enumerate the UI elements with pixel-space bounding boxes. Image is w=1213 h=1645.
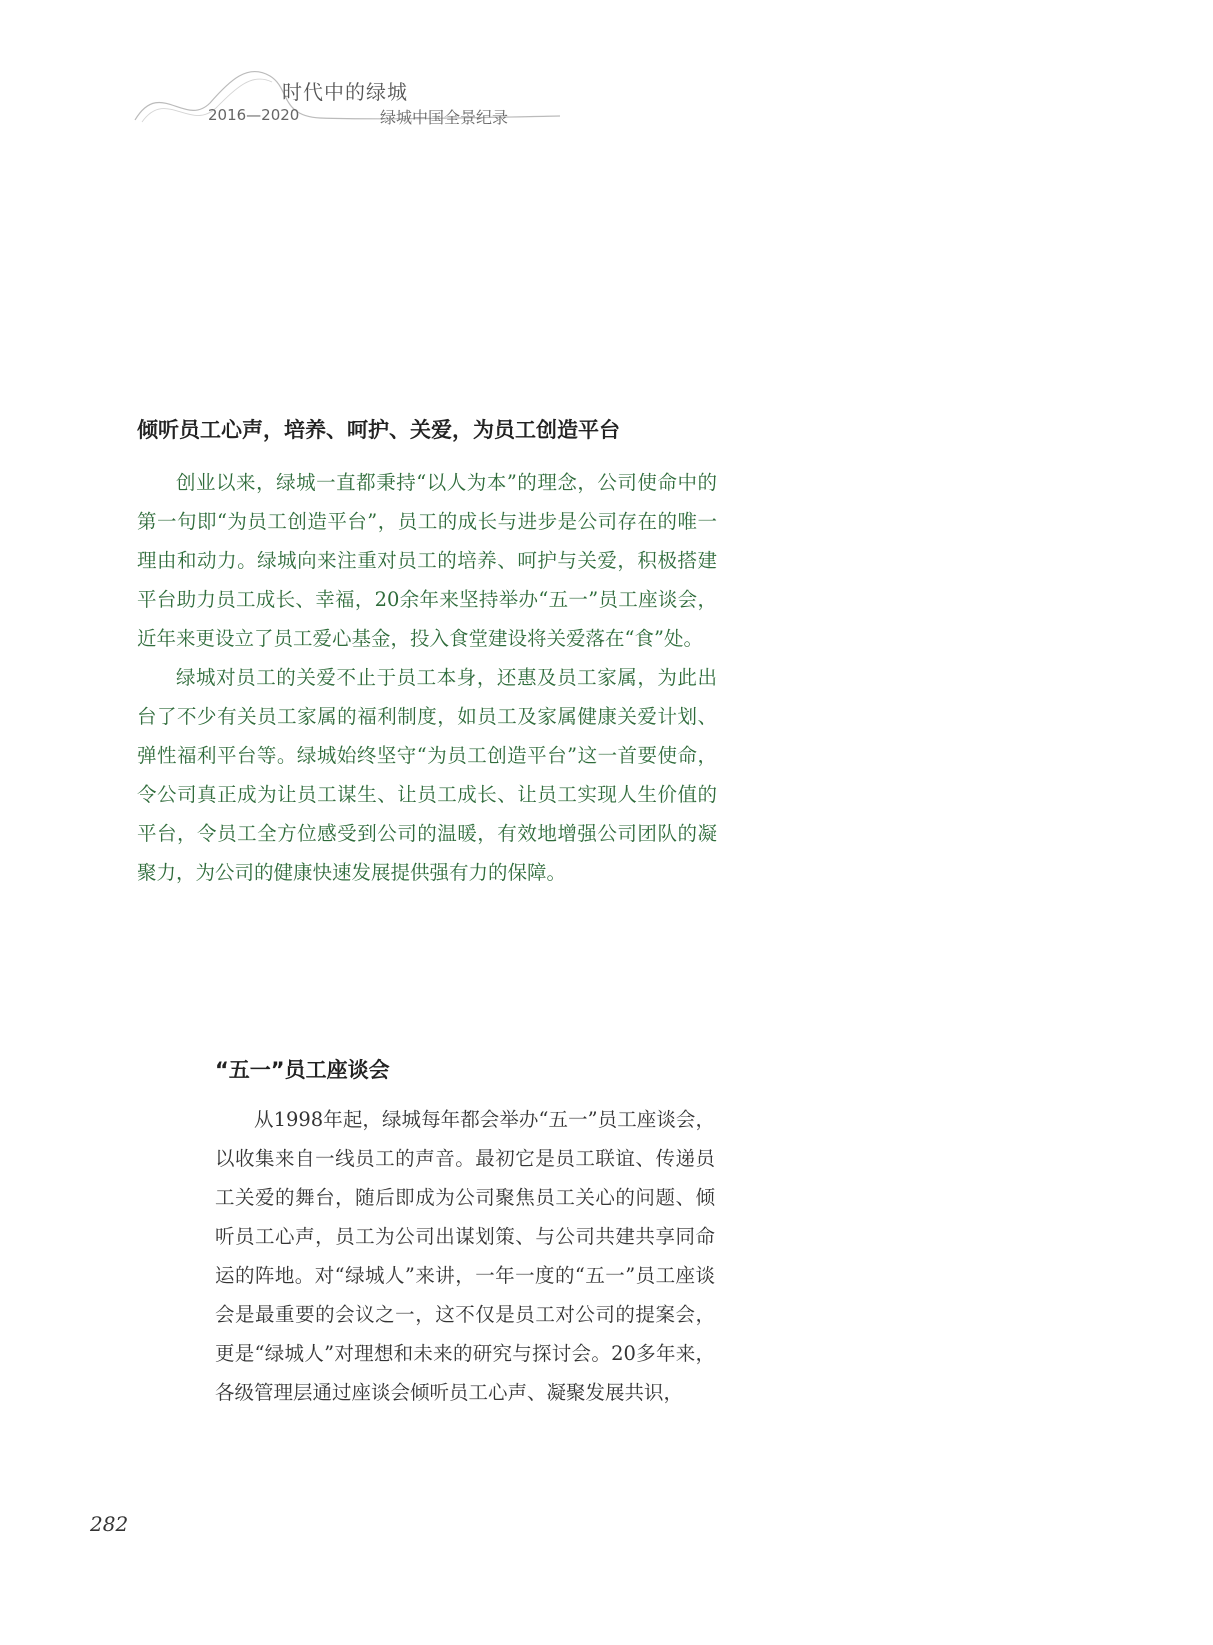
header-years: 2016—2020 [208, 106, 300, 124]
page-number: 282 [90, 1512, 129, 1536]
section-body [137, 463, 717, 892]
section-title: 倾听员工心声，培养、呵护、关爱，为员工创造平台 [137, 418, 620, 442]
paragraph: 从1998年起，绿城每年都会举办“五一”员工座谈会，以收集来自一线员工的声音。最初它是员工联谊、传递员工关爱的舞台，随后即成为公司聚焦员工关心的问题、倾听员工心声，员工为公司出谋划策、与公司共建共享同命运的阵地。对“绿城人”来讲，一年一度的“五一”员工座谈会是最重要的会议之一，这不仅是员工对公司的提案会，更是“绿城人”对理想和未来的研究与探讨会。20多年来，各级管理层通过座谈会倾听员工心声、凝聚发展共识， [215, 1108, 715, 1404]
header-subtitle: 绿城中国全景纪录 [380, 108, 509, 127]
running-header [130, 58, 590, 138]
header-title: 时代中的绿城 [282, 80, 408, 104]
paragraph: 创业以来，绿城一直都秉持“以人为本”的理念，公司使命中的第一句即“为员工创造平台”，员工的成长与进步是公司存在的唯一理由和动力。绿城向来注重对员工的培养、呵护与关爱，积极搭建平台助力员工成长、幸福，20余年来坚持举办“五一”员工座谈会，近年来更设立了员工爱心基金，投入食堂建设将关爱落在“食”处。 [137, 471, 717, 650]
subsection-title: “五一”员工座谈会 [215, 1058, 390, 1082]
subsection-body [215, 1100, 715, 1412]
paragraph: 绿城对员工的关爱不止于员工本身，还惠及员工家属，为此出台了不少有关员工家属的福利制度，如员工及家属健康关爱计划、弹性福利平台等。绿城始终坚守“为员工创造平台”这一首要使命，令公司真正成为让员工谋生、让员工成长、让员工实现人生价值的平台，令员工全方位感受到公司的温暖，有效地增强公司团队的凝聚力，为公司的健康快速发展提供强有力的保障。 [137, 666, 717, 884]
